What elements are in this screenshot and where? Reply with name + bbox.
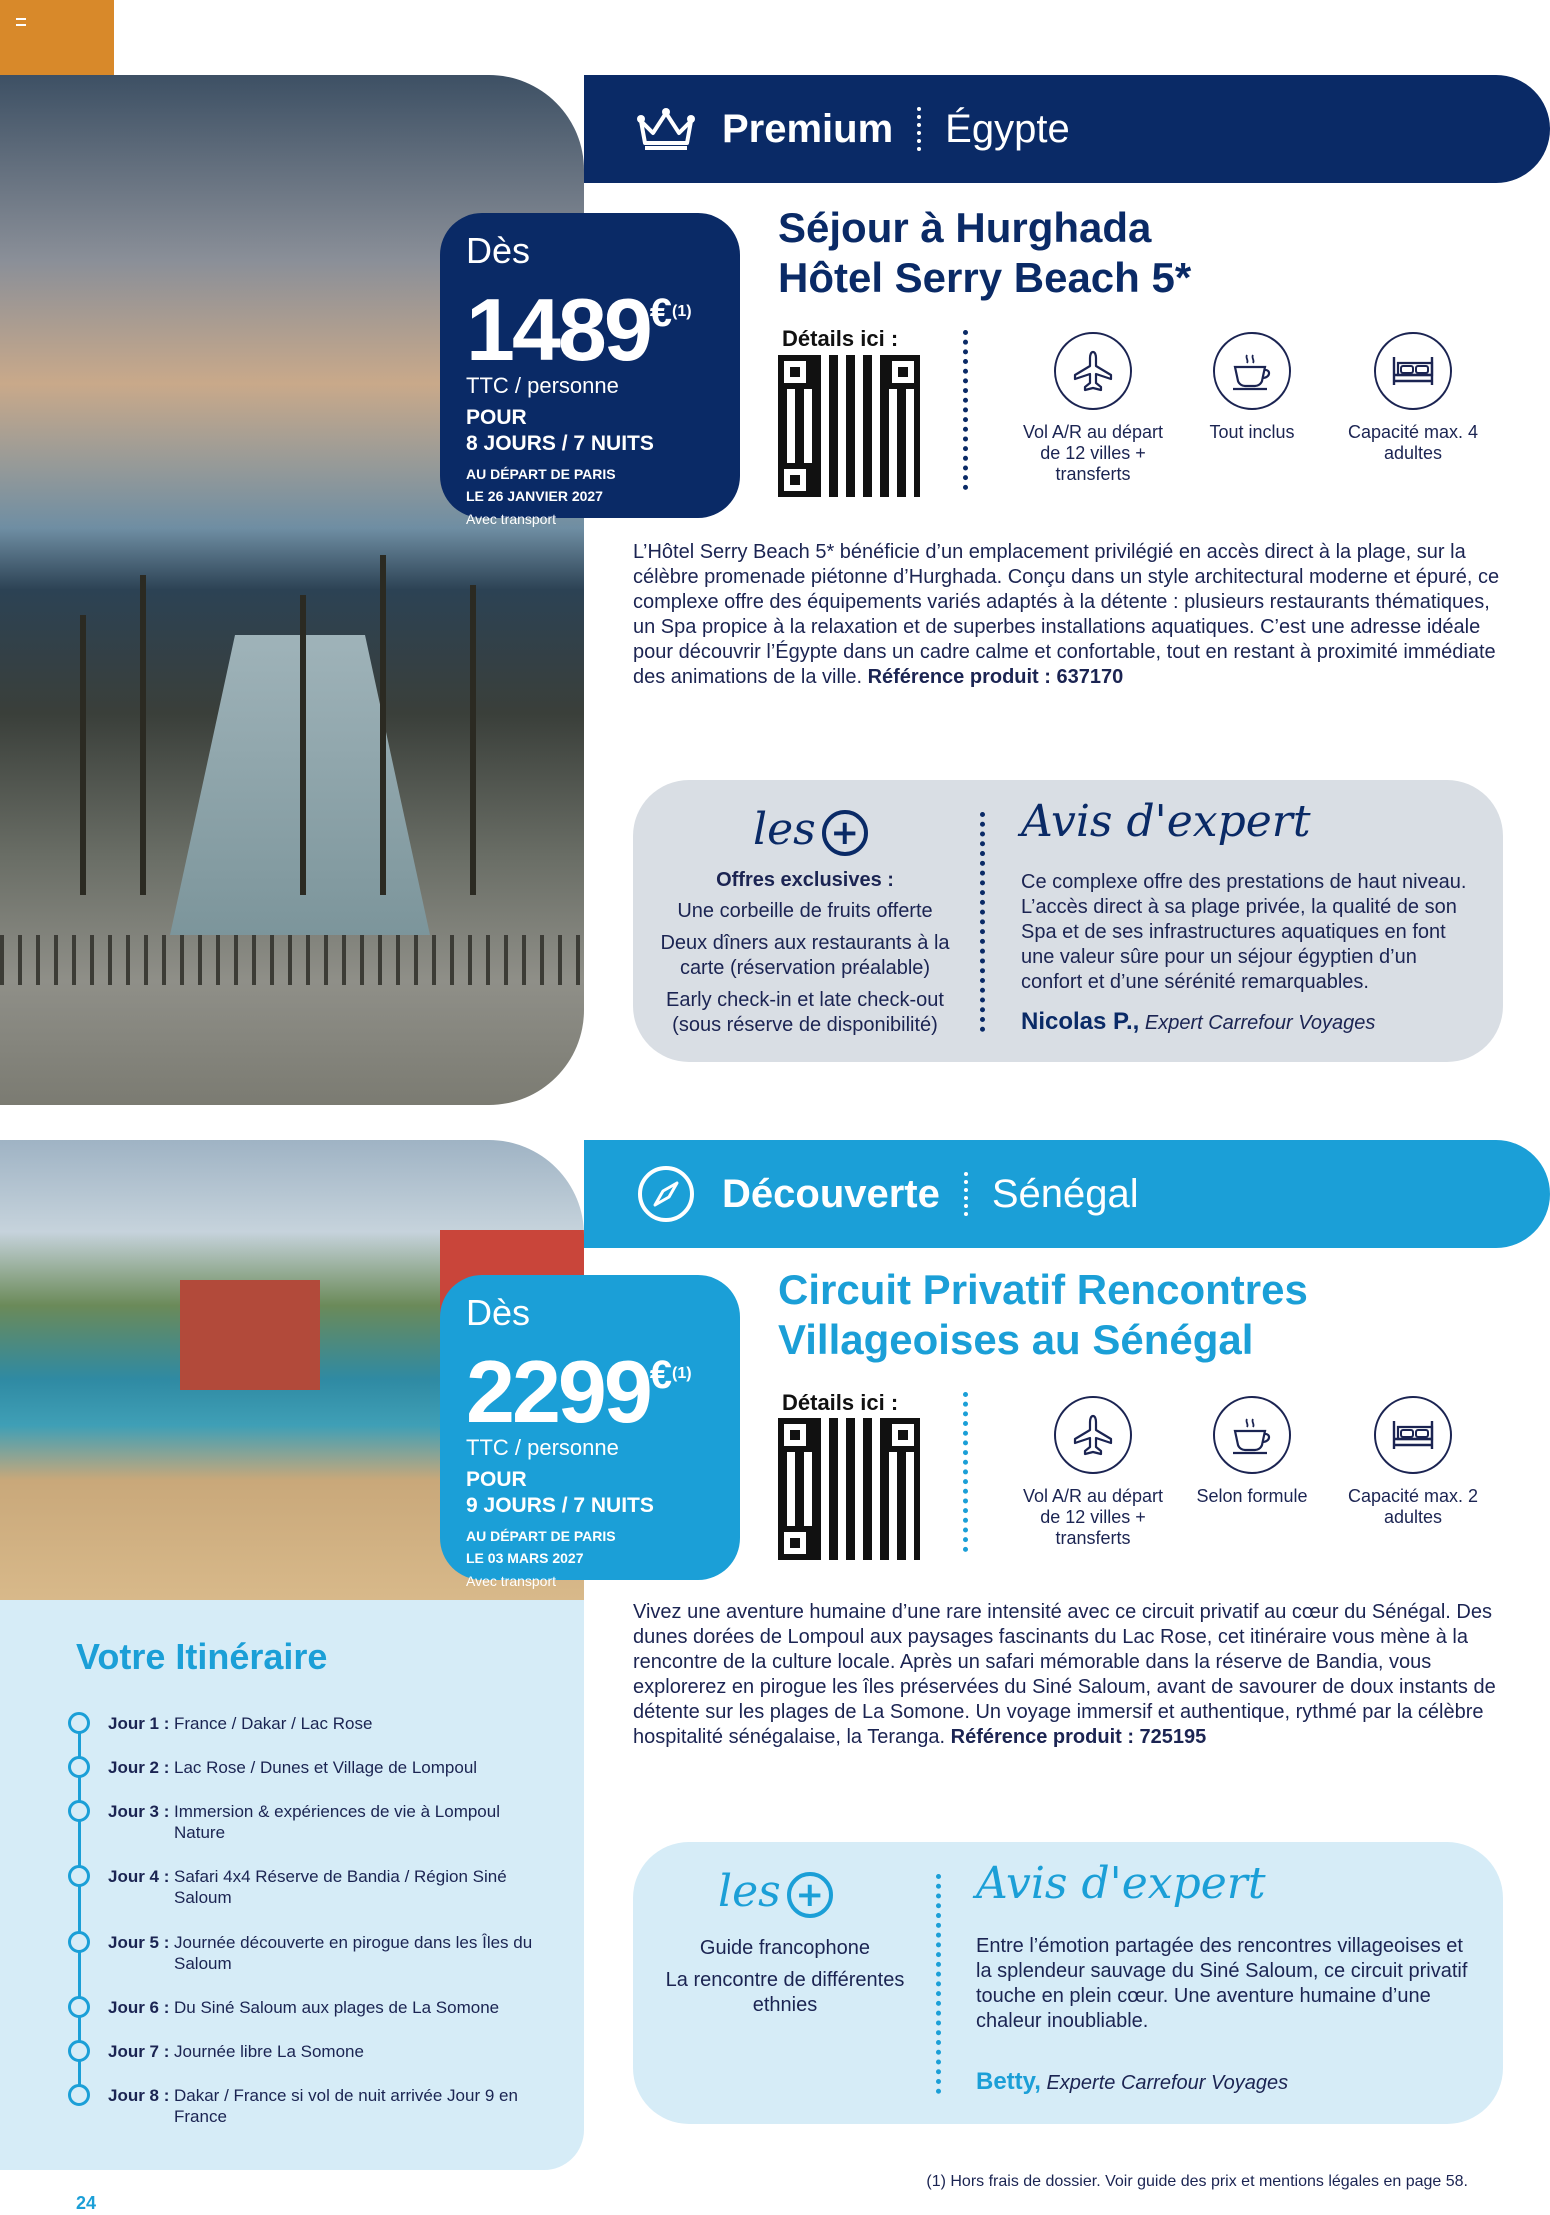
extras-item: La rencontre de différentes ethnies — [665, 1969, 905, 2016]
plane-icon — [1054, 332, 1132, 410]
price-box — [440, 213, 740, 527]
qr-finder — [886, 355, 920, 389]
extras-panel — [633, 780, 1503, 1062]
dotted-separator — [963, 1392, 968, 1552]
price-date: LE 26 JANVIER 2027 — [466, 488, 603, 504]
price-transport: Avec transport — [466, 1573, 557, 1589]
expert-signature — [1021, 1008, 1375, 1036]
itinerary-panel — [0, 1600, 584, 2170]
expert-name: Betty, — [976, 2068, 1041, 2095]
feature-label: Capacité max. 2 adultes — [1347, 1486, 1479, 1527]
feature-label: Tout inclus — [1209, 422, 1295, 442]
menu-icon — [16, 18, 26, 26]
plus-title-text: les — [718, 1866, 781, 1917]
dotted-separator — [936, 1874, 941, 2094]
plus-circle-icon: + — [822, 810, 868, 856]
qr-code[interactable] — [778, 1418, 920, 1560]
timeline-dot — [68, 1800, 90, 1822]
offer-title-line: Séjour à Hurghada — [778, 204, 1152, 251]
step-day: Jour 3 : — [108, 1802, 170, 1821]
crown-icon — [636, 99, 696, 159]
step-text: Lac Rose / Dunes et Village de Lompoul — [174, 1758, 478, 1777]
dotted-separator — [917, 107, 921, 151]
price-currency: € — [649, 1353, 673, 1397]
step-text: Safari 4x4 Réserve de Bandia / Région Siné Saloum — [174, 1867, 507, 1907]
feature-label: Vol A/R au départ de 12 villes + transferts — [1022, 422, 1164, 484]
qr-finder — [778, 463, 812, 497]
timeline-dot — [68, 2040, 90, 2062]
price-box — [440, 1275, 740, 1589]
house-shape — [180, 1280, 320, 1390]
step-text: Du Siné Saloum aux plages de La Somone — [174, 1998, 500, 2017]
qr-finder — [778, 1418, 812, 1452]
feature-capacity — [1338, 1396, 1488, 1528]
offer-title — [778, 1265, 1308, 1365]
timeline-dot — [68, 2084, 90, 2106]
price-unit: TTC / personne — [466, 373, 619, 398]
description-text: L’Hôtel Serry Beach 5* bénéficie d’un emplacement privilégié en accès direct à la plage, sur la célèbre promenade piétonne d’Hurghada. Conçu dans un style architectural moderne et épuré, ce complexe offre des équipements variés adaptés à la détente : plusieurs restaurants thématiques, un Spa propice à la relaxation et de superbes installations aquatiques. C’est une adresse idéale pour découvrir l’Égypte dans un cadre calme et confortable, tout en restant à proximité immédiate des animations de la ville. — [633, 541, 1500, 688]
palm-shape — [300, 595, 306, 895]
price-departure: AU DÉPART DE PARIS — [466, 466, 616, 482]
plus-circle-icon: + — [787, 1872, 833, 1918]
category-banner-decouverte — [584, 1140, 1550, 1248]
step-text: Immersion & expériences de vie à Lompoul Nature — [174, 1802, 500, 1842]
feature-label: Selon formule — [1196, 1486, 1308, 1506]
extras-panel — [633, 1842, 1503, 2124]
timeline-dot — [68, 1712, 90, 1734]
destination-name: Égypte — [945, 106, 1070, 151]
bed-icon — [1374, 332, 1452, 410]
palm-shape — [80, 615, 86, 895]
price-footnote-ref: (1) — [672, 303, 692, 320]
price-value: 2299 — [466, 1342, 650, 1441]
price-pour: POUR — [466, 1468, 527, 1491]
dotted-separator — [980, 812, 985, 1032]
tea-cup-icon — [1213, 332, 1291, 410]
timeline-dot — [68, 1756, 90, 1778]
offer-description — [633, 540, 1503, 690]
offer-title — [778, 203, 1191, 303]
price-footnote-ref: (1) — [672, 1365, 692, 1382]
plus-title — [753, 804, 868, 856]
feature-board — [1177, 332, 1327, 443]
price-amount — [466, 1333, 714, 1441]
offer-title-line: Villageoises au Sénégal — [778, 1316, 1254, 1363]
expert-name: Nicolas P., — [1021, 1008, 1140, 1035]
extras-list — [655, 868, 955, 1045]
price-from: Dès — [466, 1292, 531, 1333]
fence-shape — [0, 935, 584, 985]
price-currency: € — [649, 291, 673, 335]
qr-finder — [778, 1526, 812, 1560]
expert-opinion-title: Avis d'expert — [1021, 796, 1311, 847]
feature-flight — [1018, 332, 1168, 485]
step-day: Jour 6 : — [108, 1998, 170, 2017]
qr-finder — [886, 1418, 920, 1452]
extras-heading: Offres exclusives : — [716, 869, 894, 891]
qr-label: Détails ici : — [782, 1390, 899, 1415]
step-day: Jour 1 : — [108, 1714, 170, 1733]
qr-label: Détails ici : — [782, 326, 899, 351]
bed-icon — [1374, 1396, 1452, 1474]
step-text: Journée découverte en pirogue dans les Îles du Saloum — [174, 1933, 533, 1973]
extras-item: Guide francophone — [699, 1937, 871, 1959]
expert-role: Experte Carrefour Voyages — [1046, 2072, 1289, 2094]
compass-icon — [636, 1164, 696, 1224]
extras-item: Early check-in et late check-out (sous réserve de disponibilité) — [666, 989, 944, 1036]
qr-finder — [778, 355, 812, 389]
category-banner-premium — [584, 75, 1550, 183]
plus-title-text: les — [753, 804, 816, 855]
price-transport: Avec transport — [466, 511, 557, 527]
feature-label: Capacité max. 4 adultes — [1347, 422, 1479, 463]
price-pour: POUR — [466, 406, 527, 429]
price-value: 1489 — [466, 280, 650, 379]
price-date: LE 03 MARS 2027 — [466, 1550, 584, 1566]
destination-name: Sénégal — [991, 1171, 1139, 1216]
dotted-separator — [963, 330, 968, 490]
offer-title-line: Circuit Privatif Rencontres — [778, 1266, 1308, 1313]
product-reference: Référence produit : 725195 — [950, 1726, 1207, 1748]
category-title: Premium — [722, 106, 894, 151]
extras-list — [655, 1936, 915, 2025]
description-text: Vivez une aventure humaine d’une rare intensité avec ce circuit privatif au cœur du Sénégal. Des dunes dorées de Lompoul aux paysages fascinants du Lac Rose, cet itinéraire vous mène à la rencontre de la culture locale. Après un safari mémorable dans la réserve de Bandia, vous explorerez en pirogue les îles préservées du Siné Saloum, avant de savourer de doux instants de détente sur les plages de La Somone. Un voyage immersif et authentique, rythmé par la célèbre hospitalité sénégalaise, la Teranga. — [633, 1601, 1496, 1748]
timeline-dot — [68, 1931, 90, 1953]
palm-shape — [140, 575, 146, 895]
offer-title-line: Hôtel Serry Beach 5* — [778, 254, 1192, 301]
expert-opinion-text: Entre l’émotion partagée des rencontres villageoises et la splendeur sauvage du Siné Saloum, ce circuit privatif touche en plein cœur. Une aventure humaine d’une chaleur inoubliable. — [976, 1935, 1468, 2032]
qr-code[interactable] — [778, 355, 920, 497]
timeline-dot — [68, 1996, 90, 2018]
price-duration: 8 JOURS / 7 NUITS — [466, 432, 654, 455]
timeline-dot — [68, 1865, 90, 1887]
extras-item: Une corbeille de fruits offerte — [677, 900, 933, 922]
price-unit: TTC / personne — [466, 1435, 619, 1460]
step-day: Jour 5 : — [108, 1933, 170, 1952]
tea-cup-icon — [1213, 1396, 1291, 1474]
step-text: Dakar / France si vol de nuit arrivée Jour 9 en France — [174, 2086, 518, 2126]
category-title: Découverte — [722, 1171, 940, 1216]
price-departure: AU DÉPART DE PARIS — [466, 1528, 616, 1544]
palm-shape — [470, 585, 476, 895]
step-text: Journée libre La Somone — [174, 2042, 364, 2061]
expert-opinion-text: Ce complexe offre des prestations de haut niveau. L’accès direct à sa plage privée, la qualité de son Spa et de ses infrastructures aquatiques en font une valeur sûre pour un séjour égyptien d’un confort et d’une sérénité remarquables. — [1021, 871, 1467, 993]
step-day: Jour 7 : — [108, 2042, 170, 2061]
product-reference: Référence produit : 637170 — [867, 666, 1124, 688]
palm-shape — [380, 555, 386, 895]
feature-board — [1177, 1396, 1327, 1507]
feature-capacity — [1338, 332, 1488, 464]
price-from: Dès — [466, 230, 531, 271]
plus-title — [718, 1866, 833, 1918]
step-day: Jour 8 : — [108, 2086, 170, 2105]
step-text: France / Dakar / Lac Rose — [174, 1714, 373, 1733]
price-duration: 9 JOURS / 7 NUITS — [466, 1494, 654, 1517]
step-day: Jour 4 : — [108, 1867, 170, 1886]
feature-flight — [1018, 1396, 1168, 1549]
price-amount — [466, 271, 714, 379]
expert-opinion-title: Avis d'expert — [976, 1858, 1266, 1909]
feature-label: Vol A/R au départ de 12 villes + transferts — [1022, 1486, 1164, 1548]
extras-item: Deux dîners aux restaurants à la carte (réservation préalable) — [660, 932, 950, 979]
footnote: (1) Hors frais de dossier. Voir guide des prix et mentions légales en page 58. — [926, 2173, 1468, 2190]
dotted-separator — [964, 1172, 968, 1216]
page-number: 24 — [76, 2193, 97, 2213]
offer-description — [633, 1600, 1503, 1750]
step-day: Jour 2 : — [108, 1758, 170, 1777]
plane-icon — [1054, 1396, 1132, 1474]
itinerary-title: Votre Itinéraire — [76, 1636, 328, 1677]
expert-role: Expert Carrefour Voyages — [1144, 1012, 1376, 1034]
expert-signature — [976, 2068, 1288, 2096]
